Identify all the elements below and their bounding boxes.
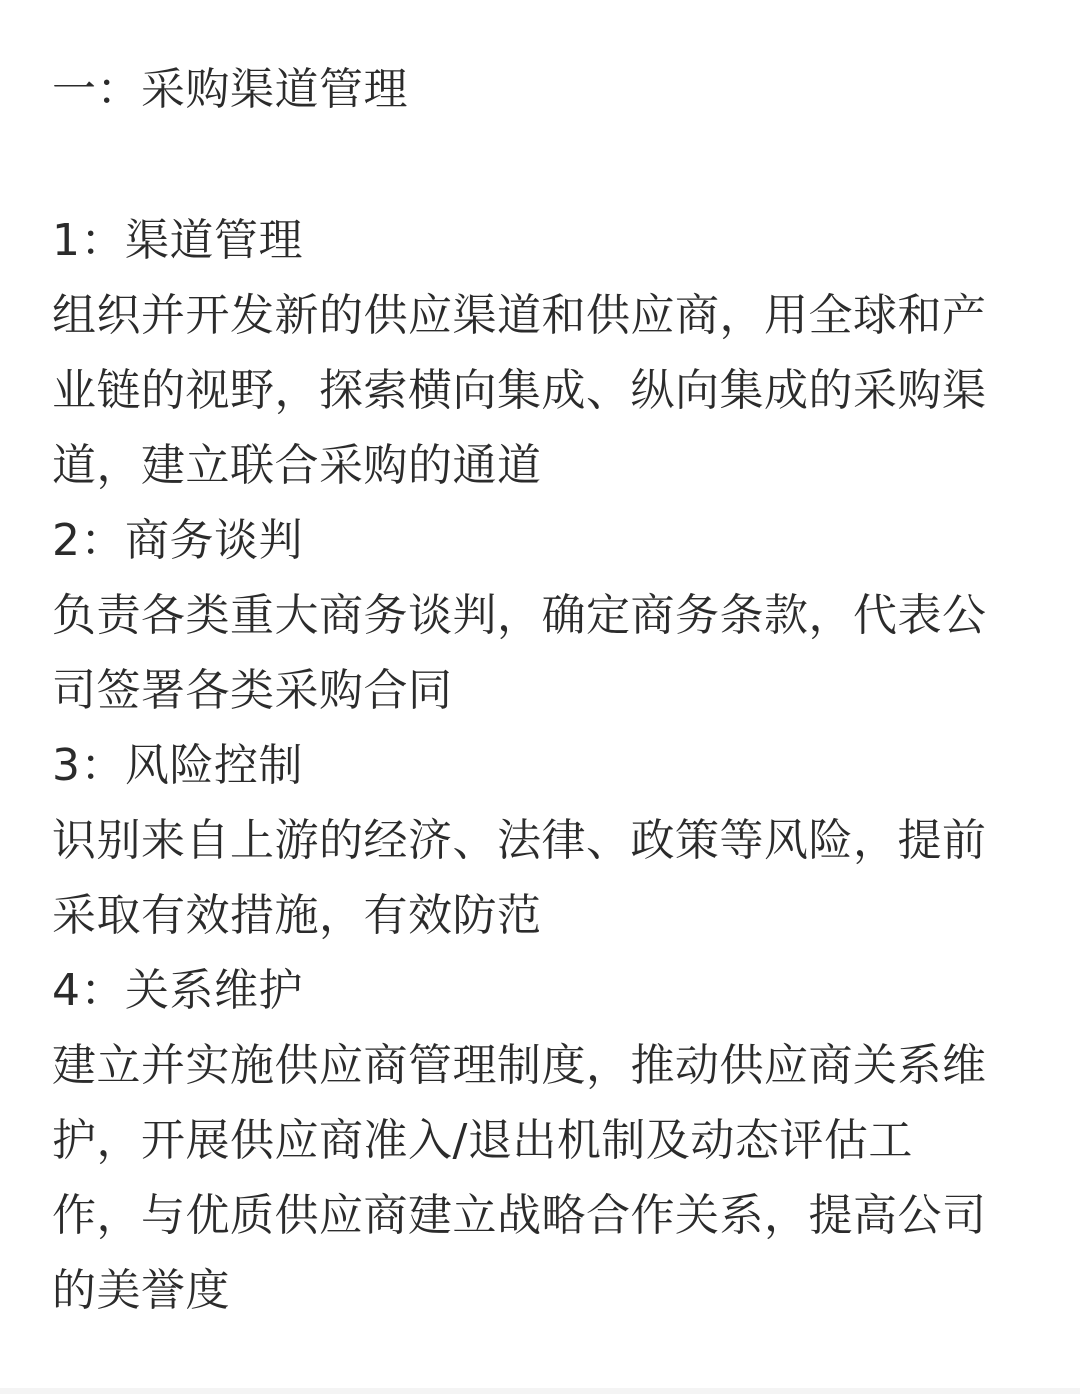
section-body-line: 建立并实施供应商管理制度，推动供应商关系维	[52, 1040, 987, 1091]
section-body-line: 司签署各类采购合同	[52, 665, 453, 716]
section-body-line: 组织并开发新的供应渠道和供应商，用全球和产	[52, 290, 987, 341]
document-title-block	[52, 52, 1032, 127]
sections-list	[52, 203, 1032, 1328]
section-heading-channel-management: 1：渠道管理	[52, 215, 303, 266]
section-body-line: 识别来自上游的经济、法律、政策等风险，提前	[52, 815, 987, 866]
section-body-line: 负责各类重大商务谈判，确定商务条款，代表公	[52, 590, 987, 641]
section-body-line: 业链的视野，探索横向集成、纵向集成的采购渠	[52, 365, 987, 416]
section-heading-risk-control: 3：风险控制	[52, 740, 303, 791]
section-body-line: 作，与优质供应商建立战略合作关系，提高公司	[52, 1190, 987, 1241]
bottom-divider	[0, 1388, 1080, 1394]
section-heading-business-negotiation: 2：商务谈判	[52, 515, 303, 566]
section-body-line: 护，开展供应商准入/退出机制及动态评估工	[52, 1115, 913, 1166]
section-body-line: 采取有效措施，有效防范	[52, 890, 542, 941]
section-body-line: 道，建立联合采购的通道	[52, 440, 542, 491]
section-heading-relationship-maintenance: 4：关系维护	[52, 965, 303, 1016]
section-body-line: 的美誉度	[52, 1265, 230, 1316]
document-title: 一：采购渠道管理	[52, 64, 408, 115]
